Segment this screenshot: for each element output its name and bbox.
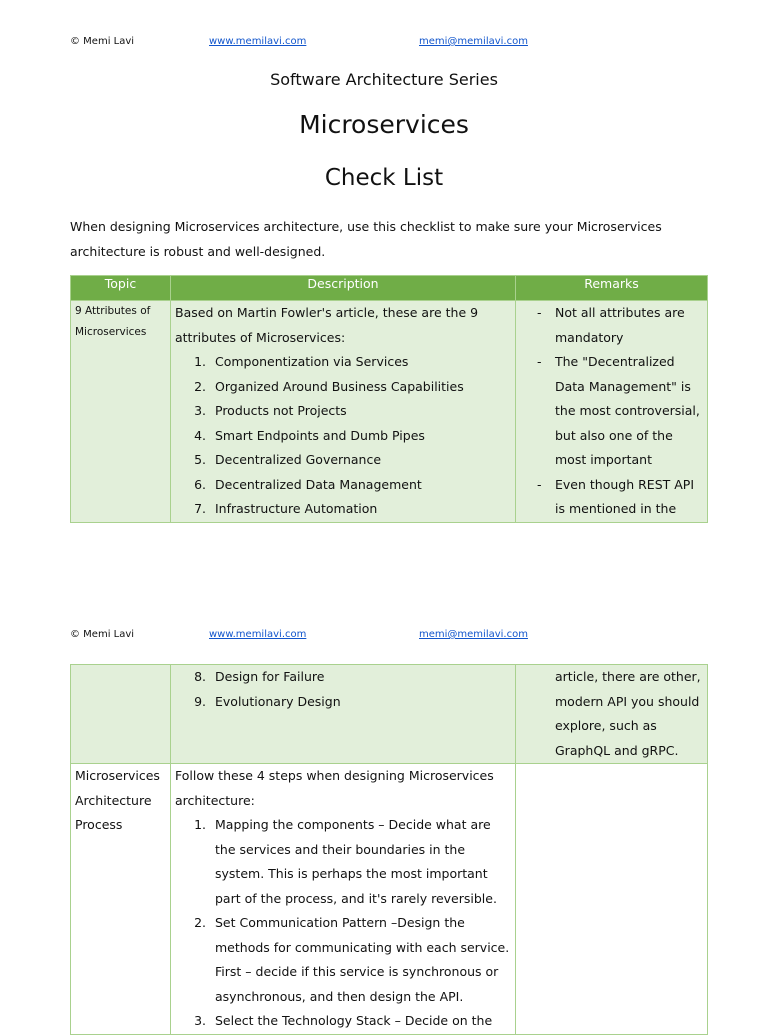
checklist-table (70, 275, 708, 523)
list-item: - Even though REST API is mentioned in the (520, 473, 703, 522)
attributes-list (175, 350, 511, 522)
description-intro: Based on Martin Fowler's article, these are the 9 attributes of Microservices: (175, 305, 479, 345)
list-item: 1. Mapping the components – Decide what are the services and their boundaries in the system. This is perhaps the most important part of the process, and it's rarely reversible. (210, 813, 511, 911)
list-item: 4. Smart Endpoints and Dumb Pipes (210, 424, 511, 449)
list-item: 2. Organized Around Business Capabilities (210, 375, 511, 400)
document-title: Microservices (299, 110, 469, 139)
list-item: - The "Decentralized Data Management" is the most controversial, but also one of the most important (520, 350, 703, 473)
topic-cell: Microservices Architecture Process (71, 764, 171, 1035)
remarks-cell (516, 764, 708, 1035)
column-header-topic: Topic (71, 276, 171, 301)
process-steps-list (175, 813, 511, 1034)
list-item: 7. Infrastructure Automation (210, 497, 511, 522)
column-header-remarks: Remarks (516, 276, 708, 301)
description-cell (171, 301, 516, 523)
list-item: 2. Set Communication Pattern –Design the methods for communicating with each service. First – decide if this service is synchronous or asynchronous, and then design the API. (210, 911, 511, 1009)
column-header-description: Description (171, 276, 516, 301)
intro-paragraph: When designing Microservices architecture, use this checklist to make sure your Microservices architecture is robust and well-designed. (70, 219, 662, 259)
description-intro: Follow these 4 steps when designing Microservices architecture: (175, 768, 494, 808)
remarks-list (520, 301, 703, 522)
table-row (71, 665, 708, 764)
list-item: 1. Componentization via Services (210, 350, 511, 375)
list-item: - Not all attributes are mandatory (520, 301, 703, 350)
description-cell (171, 764, 516, 1035)
copyright-text: © Memi Lavi (70, 36, 135, 47)
table-row (71, 764, 708, 1035)
remarks-cell (516, 301, 708, 523)
website-link[interactable]: www.memilavi.com (209, 629, 307, 640)
series-title: Software Architecture Series (270, 70, 498, 89)
email-link[interactable]: memi@memilavi.com (419, 36, 528, 47)
list-item: 6. Decentralized Data Management (210, 473, 511, 498)
remarks-cell (516, 665, 708, 764)
table-row (71, 301, 708, 523)
document-subtitle: Check List (324, 165, 444, 191)
topic-cell: 9 Attributes of Microservices (71, 301, 171, 523)
page-header (70, 629, 707, 643)
topic-cell (71, 665, 171, 764)
email-link[interactable]: memi@memilavi.com (419, 629, 528, 640)
page-header (70, 36, 707, 50)
list-item: 3. Products not Projects (210, 399, 511, 424)
table-header-row (71, 276, 708, 301)
remarks-continued: article, there are other, modern API you should explore, such as GraphQL and gRPC. (555, 669, 701, 758)
list-item: 9. Evolutionary Design (210, 690, 511, 715)
copyright-text: © Memi Lavi (70, 629, 135, 640)
website-link[interactable]: www.memilavi.com (209, 36, 307, 47)
description-cell (171, 665, 516, 764)
list-item: 5. Decentralized Governance (210, 448, 511, 473)
list-item: 3. Select the Technology Stack – Decide on the (210, 1009, 511, 1034)
list-item: 8. Design for Failure (210, 665, 511, 690)
checklist-table-continued (70, 664, 708, 1035)
attributes-list (175, 665, 511, 714)
